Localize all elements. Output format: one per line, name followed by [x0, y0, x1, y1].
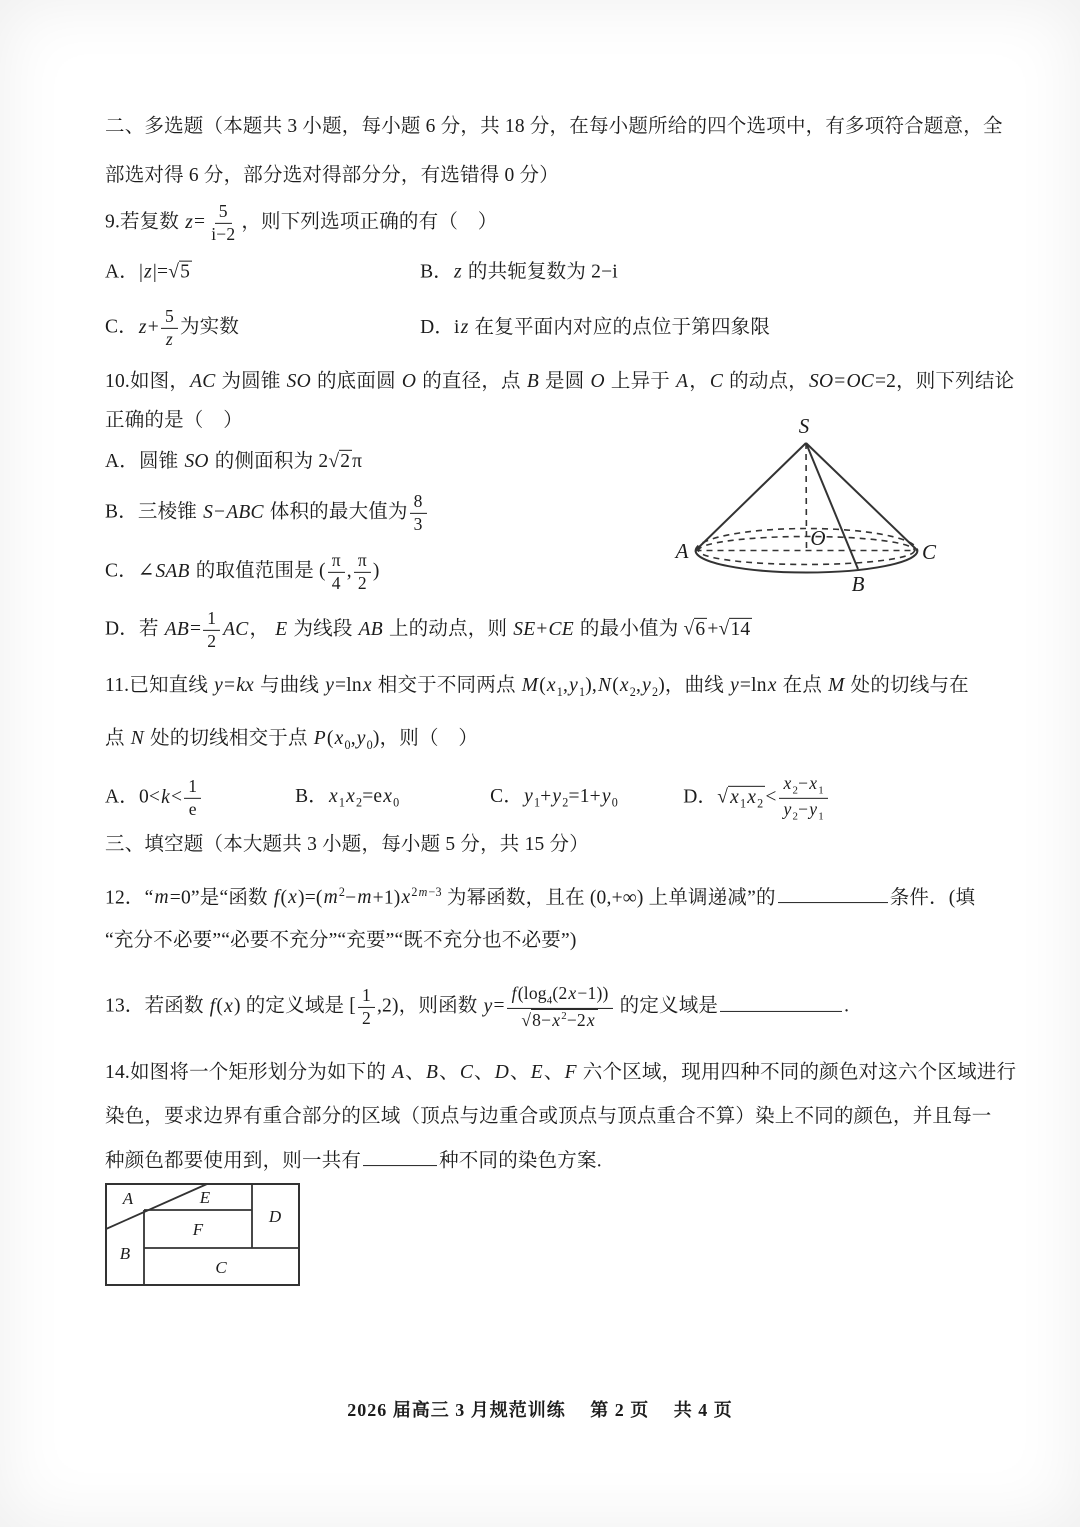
q10-option-b: B．三棱锥 S−ABC 体积的最大值为 $\frac{8}{3}$ — [105, 492, 984, 534]
q11-stem-line1: 11.已知直线 y=kx 与曲线 y=lnx 相交于不同两点 $M(x_1,y_1),N(x_2,y_2)$，曲线 y=lnx 在点 M 处的切线与在 — [105, 675, 969, 699]
rect-label-a: A — [122, 1189, 134, 1208]
cone-axis-so — [806, 443, 807, 551]
cone-label-o: O — [810, 526, 826, 550]
q10-option-d: D．若 AB= $\frac{1}{2}$ AC， E 为线段 AB 上的动点，则 SE+CE 的最小值为 √6 +√14 — [105, 607, 751, 651]
cone-label-b: B — [851, 572, 865, 596]
q10-option-c: C．∠SAB 的取值范围是 ( $\frac{\pi}{4}$ , $\frac{\pi}{2}$ ) — [105, 549, 380, 593]
section2-header-line2: 部选对得 6 分，部分选对得部分分，有选错得 0 分） — [105, 164, 559, 186]
cone-label-a: A — [675, 539, 689, 563]
rect-label-c: C — [215, 1258, 227, 1277]
q14-stem-line1: 14.如图将一个矩形划分为如下的 A、B、C、D、E、F 六个区域，现用四种不同的颜色对这六个区域进行 — [105, 1061, 1017, 1083]
cone-figure-svg — [655, 403, 955, 608]
section2-header-line1: 二、多选题（本题共 3 小题，每小题 6 分，共 18 分，在每小题所给的四个选项中，有多项符合题意，全 — [105, 115, 1003, 137]
rect-label-b: B — [119, 1244, 131, 1263]
q11-option-c: C．$y_1+y_2=1+y_0$ — [490, 786, 618, 810]
cone-figure — [655, 403, 955, 608]
q9-options-row1 — [105, 261, 984, 286]
rect-label-d: D — [268, 1207, 282, 1226]
q9-option-c: C．z+ $\frac{5}{z}$ 为实数 — [105, 305, 240, 349]
q9-option-b: B．z 的共轭复数为 2−i — [420, 261, 618, 283]
rect-figure-svg — [105, 1183, 301, 1287]
rect-figure — [105, 1183, 301, 1287]
section3-header: 三、填空题（本大题共 3 小题，每小题 5 分，共 15 分） — [105, 833, 589, 855]
q14-stem-line2: 染色，要求边界有重合部分的区域（顶点与边重合或顶点与顶点重合不算）染上不同的颜色，并且每一 — [105, 1105, 992, 1127]
q14-stem-line3: 种颜色都要使用到，则一共有 种不同的染色方案. — [105, 1146, 984, 1174]
q10-stem-line2: 正确的是（ ） — [105, 409, 243, 431]
q10-stem-line1: 10.如图，AC 为圆锥 SO 的底面圆 O 的直径，点 B 是圆 O 上异于 A，C 的动点，SO=OC=2，则下列结论 — [105, 370, 1015, 392]
q11-option-a: A．0<k< $\frac{1}{e}$ — [105, 777, 290, 819]
q11-option-b: B．$x_1x_2=ex_0$ — [295, 786, 400, 810]
cone-base-front-arc — [696, 551, 918, 573]
q9-option-a: A．|z|=√5 — [105, 261, 191, 283]
cone-edge-sa — [696, 443, 807, 551]
page-footer: 2026 届高三 3 月规范训练 第 2 页 共 4 页 — [347, 1400, 733, 1420]
q12-stem-line1: 12．“m=0”是“函数 $f(x)=(m^2-m+1)x^{2m-3}$ 为幂函数，且在 (0,+∞) 上单调递减”的 条件．(填 — [105, 885, 976, 909]
q12-stem-line2: “充分不必要”“必要不充分”“充要”“既不充分也不必要”) — [105, 929, 577, 951]
q11-options-row — [105, 774, 984, 822]
rect-label-e: E — [199, 1188, 211, 1207]
q10-option-a: A．圆锥 SO 的侧面积为 2√2 π — [105, 450, 363, 472]
q9-stem: 9.若复数 z= $\frac{5}{i-2}$ ，则下列选项正确的有（ ） — [105, 200, 498, 244]
rect-label-f: F — [192, 1220, 204, 1239]
q11-stem-line2: 点 N 处的切线相交于点 $P(x_0,y_0)$，则（ ） — [105, 728, 479, 752]
cone-label-s: S — [798, 414, 810, 438]
cone-label-c: C — [921, 540, 937, 564]
q13-stem: 13．若函数 f(x) 的定义域是 [ $\frac{1}{2}$ ,2)，则函数 y= $\frac{f(\log_4(2x-1))}{√8-x^2-2x}$ 的定义域是 . — [105, 982, 850, 1030]
q11-option-d: D．√ $x_1x_2$ < $\frac{x_2-x_1}{y_2-y_1}$ — [683, 774, 830, 822]
q9-option-d: D．iz 在复平面内对应的点位于第四象限 — [420, 316, 771, 338]
q9-options-row2 — [105, 307, 984, 349]
